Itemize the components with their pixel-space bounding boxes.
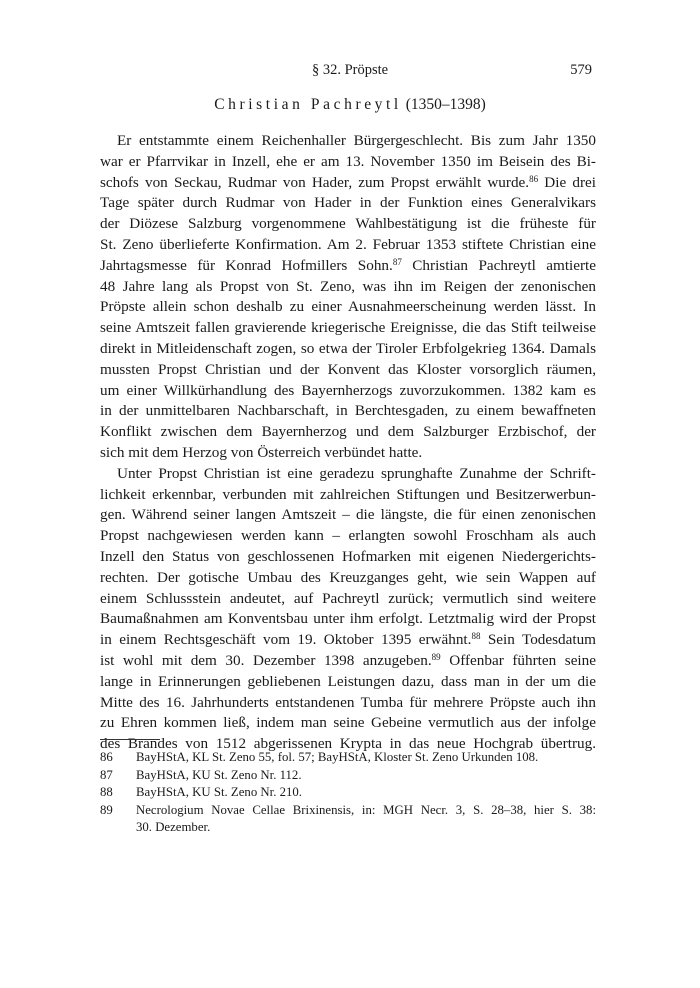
page-number: 579	[570, 62, 592, 78]
footnote-number: 87	[100, 767, 113, 782]
text-line: direkt in Mitleidenschaft zogen, so etwa der Tiroler Erbfolgekrieg 1364. Damals	[100, 339, 596, 357]
footnote-ref: 89	[431, 651, 441, 662]
footnote-ref: 88	[471, 631, 481, 642]
text-line: Er entstammte einem Reichenhaller Bürgergeschlecht. Bis zum Jahr 1350	[117, 132, 596, 149]
footnote-number: 88	[100, 785, 113, 800]
footnote-divider	[100, 739, 160, 740]
text-line: mussten Propst Christian und der Konvent das Kloster vorsorglich räumen,	[100, 360, 596, 378]
heading-dates: (1350–1398)	[405, 96, 486, 113]
text-line: zu Ehren kommen ließ, indem man seine Gebeine vermutlich aus der infolge	[100, 714, 596, 732]
main-text	[100, 131, 596, 755]
text-line: 48 Jahre lang als Propst von St. Zeno, was ihn im Reigen der zenonischen	[100, 277, 596, 295]
footnote-text	[136, 767, 596, 785]
text-line: einem Schlussstein andeutet, auf Pachreytl zurück; vermutlich sind weitere	[100, 589, 596, 607]
text-line: lichkeit erkennbar, verbunden mit zahlreichen Stiftungen und Besitzerwerbun-	[100, 485, 596, 503]
text-segment: Christian Pachreytl amtierte	[412, 256, 597, 274]
footnote-text	[136, 802, 596, 837]
running-head	[0, 62, 700, 82]
footnote	[100, 767, 596, 785]
footnote-number: 86	[100, 750, 113, 764]
text-line	[100, 651, 596, 672]
text-line	[100, 630, 596, 651]
footnote-line: BayHStA, KL St. Zeno 55, fol. 57; BayHStA, Kloster St. Zeno Urkunden 108.	[136, 750, 539, 764]
footnote-text	[136, 749, 596, 767]
footnote	[100, 802, 596, 837]
text-line: Konflikt zwischen dem Bayernherzog und dem Salzburger Erzbischof, der	[100, 423, 596, 441]
text-line: seine Amtszeit fallen gravierende kriegerische Ereignisse, die das Stift teilweise	[100, 319, 596, 337]
text-line	[100, 256, 596, 277]
paragraph	[100, 131, 596, 464]
text-line: Pröpste allein schon deshalb zu einer Ausnahmeerscheinung werden lässt. In	[100, 298, 596, 316]
text-line: um einer Willkürhandlung des Bayernherzogs zuvorzukommen. 1382 kam es	[100, 381, 596, 399]
text-line: Inzell den Status von geschlossenen Hofmarken mit eigenen Niedergerichts-	[100, 547, 596, 565]
text-segment: Offenbar führten seine	[449, 651, 596, 669]
footnote-ref: 86	[529, 173, 539, 184]
footnote-line: 30. Dezember.	[136, 820, 211, 835]
footnote	[100, 749, 596, 767]
text-line: war er Pfarrvikar in Inzell, ehe er am 13. November 1350 im Beisein des Bi-	[100, 152, 596, 170]
footnote-number: 89	[100, 802, 113, 817]
text-segment: ist wohl mit dem 30. Dezember 1398 anzugeben.	[100, 651, 432, 669]
text-line: des Brandes von 1512 abgerissenen Krypta in das neue Hochgrab übertrug.	[100, 735, 596, 753]
text-line: Unter Propst Christian ist eine geradezu sprunghafte Zunahme der Schrift-	[117, 464, 596, 482]
text-line: Mitte des 16. Jahrhunderts entstandenen Tumba für mehrere Pröpste auch ihn	[100, 693, 596, 711]
footnotes	[100, 749, 596, 837]
footnote-ref: 87	[392, 256, 402, 267]
text-line: gen. Während seiner langen Amtszeit – die längste, die für einen zenonischen	[100, 506, 596, 524]
text-line: rechten. Der gotische Umbau des Kreuzganges geht, wie sein Wappen auf	[100, 568, 596, 586]
footnote-line: BayHStA, KU St. Zeno Nr. 112.	[136, 767, 302, 782]
footnote-text	[136, 784, 596, 802]
text-segment: Sein Todesdatum	[487, 631, 596, 649]
text-line: Tage später durch Rudmar von Hader in der Funktion eines Generalvikars	[100, 194, 596, 212]
running-title: § 32. Pröpste	[311, 62, 389, 78]
text-segment: Die drei	[544, 173, 596, 191]
text-line	[100, 173, 596, 194]
text-line: Baumaßnahmen am Konventsbau unter ihm erfolgt. Letztmalig wird der Propst	[100, 610, 596, 628]
section-heading	[0, 96, 700, 114]
footnote-line: BayHStA, KU St. Zeno Nr. 210.	[136, 785, 303, 800]
footnote	[100, 784, 596, 802]
paragraph	[100, 464, 596, 755]
text-segment: in einem Rechtsgeschäft vom 19. Oktober 1395 erwähnt.	[100, 631, 472, 649]
text-line: der Diözese Salzburg vorgenommene Wahlbestätigung ist die früheste für	[100, 215, 596, 233]
text-line: lange in Erinnerungen gebliebenen Leistungen dazu, dass man in der um die	[100, 672, 596, 690]
text-segment: Jahrtagsmesse für Konrad Hofmillers Sohn.	[100, 256, 393, 274]
text-segment: schofs von Seckau, Rudmar von Hader, zum Propst erwählt wurde.	[100, 173, 530, 191]
heading-name: Christian Pachreytl	[214, 96, 402, 113]
footnote-line: Necrologium Novae Cellae Brixinensis, in: MGH Necr. 3, S. 28–38, hier S. 38:	[136, 802, 596, 817]
text-line: St. Zeno überlieferte Konfirmation. Am 2. Februar 1353 stiftete Christian eine	[100, 235, 596, 253]
text-line: Propst nachgewiesen werden kann – erlangten sowohl Froschham als auch	[100, 527, 596, 545]
text-line: sich mit dem Herzog von Österreich verbündet hatte.	[100, 443, 423, 461]
text-line: in der unmittelbaren Nachbarschaft, in Berchtesgaden, zu einem bewaffneten	[100, 402, 596, 420]
